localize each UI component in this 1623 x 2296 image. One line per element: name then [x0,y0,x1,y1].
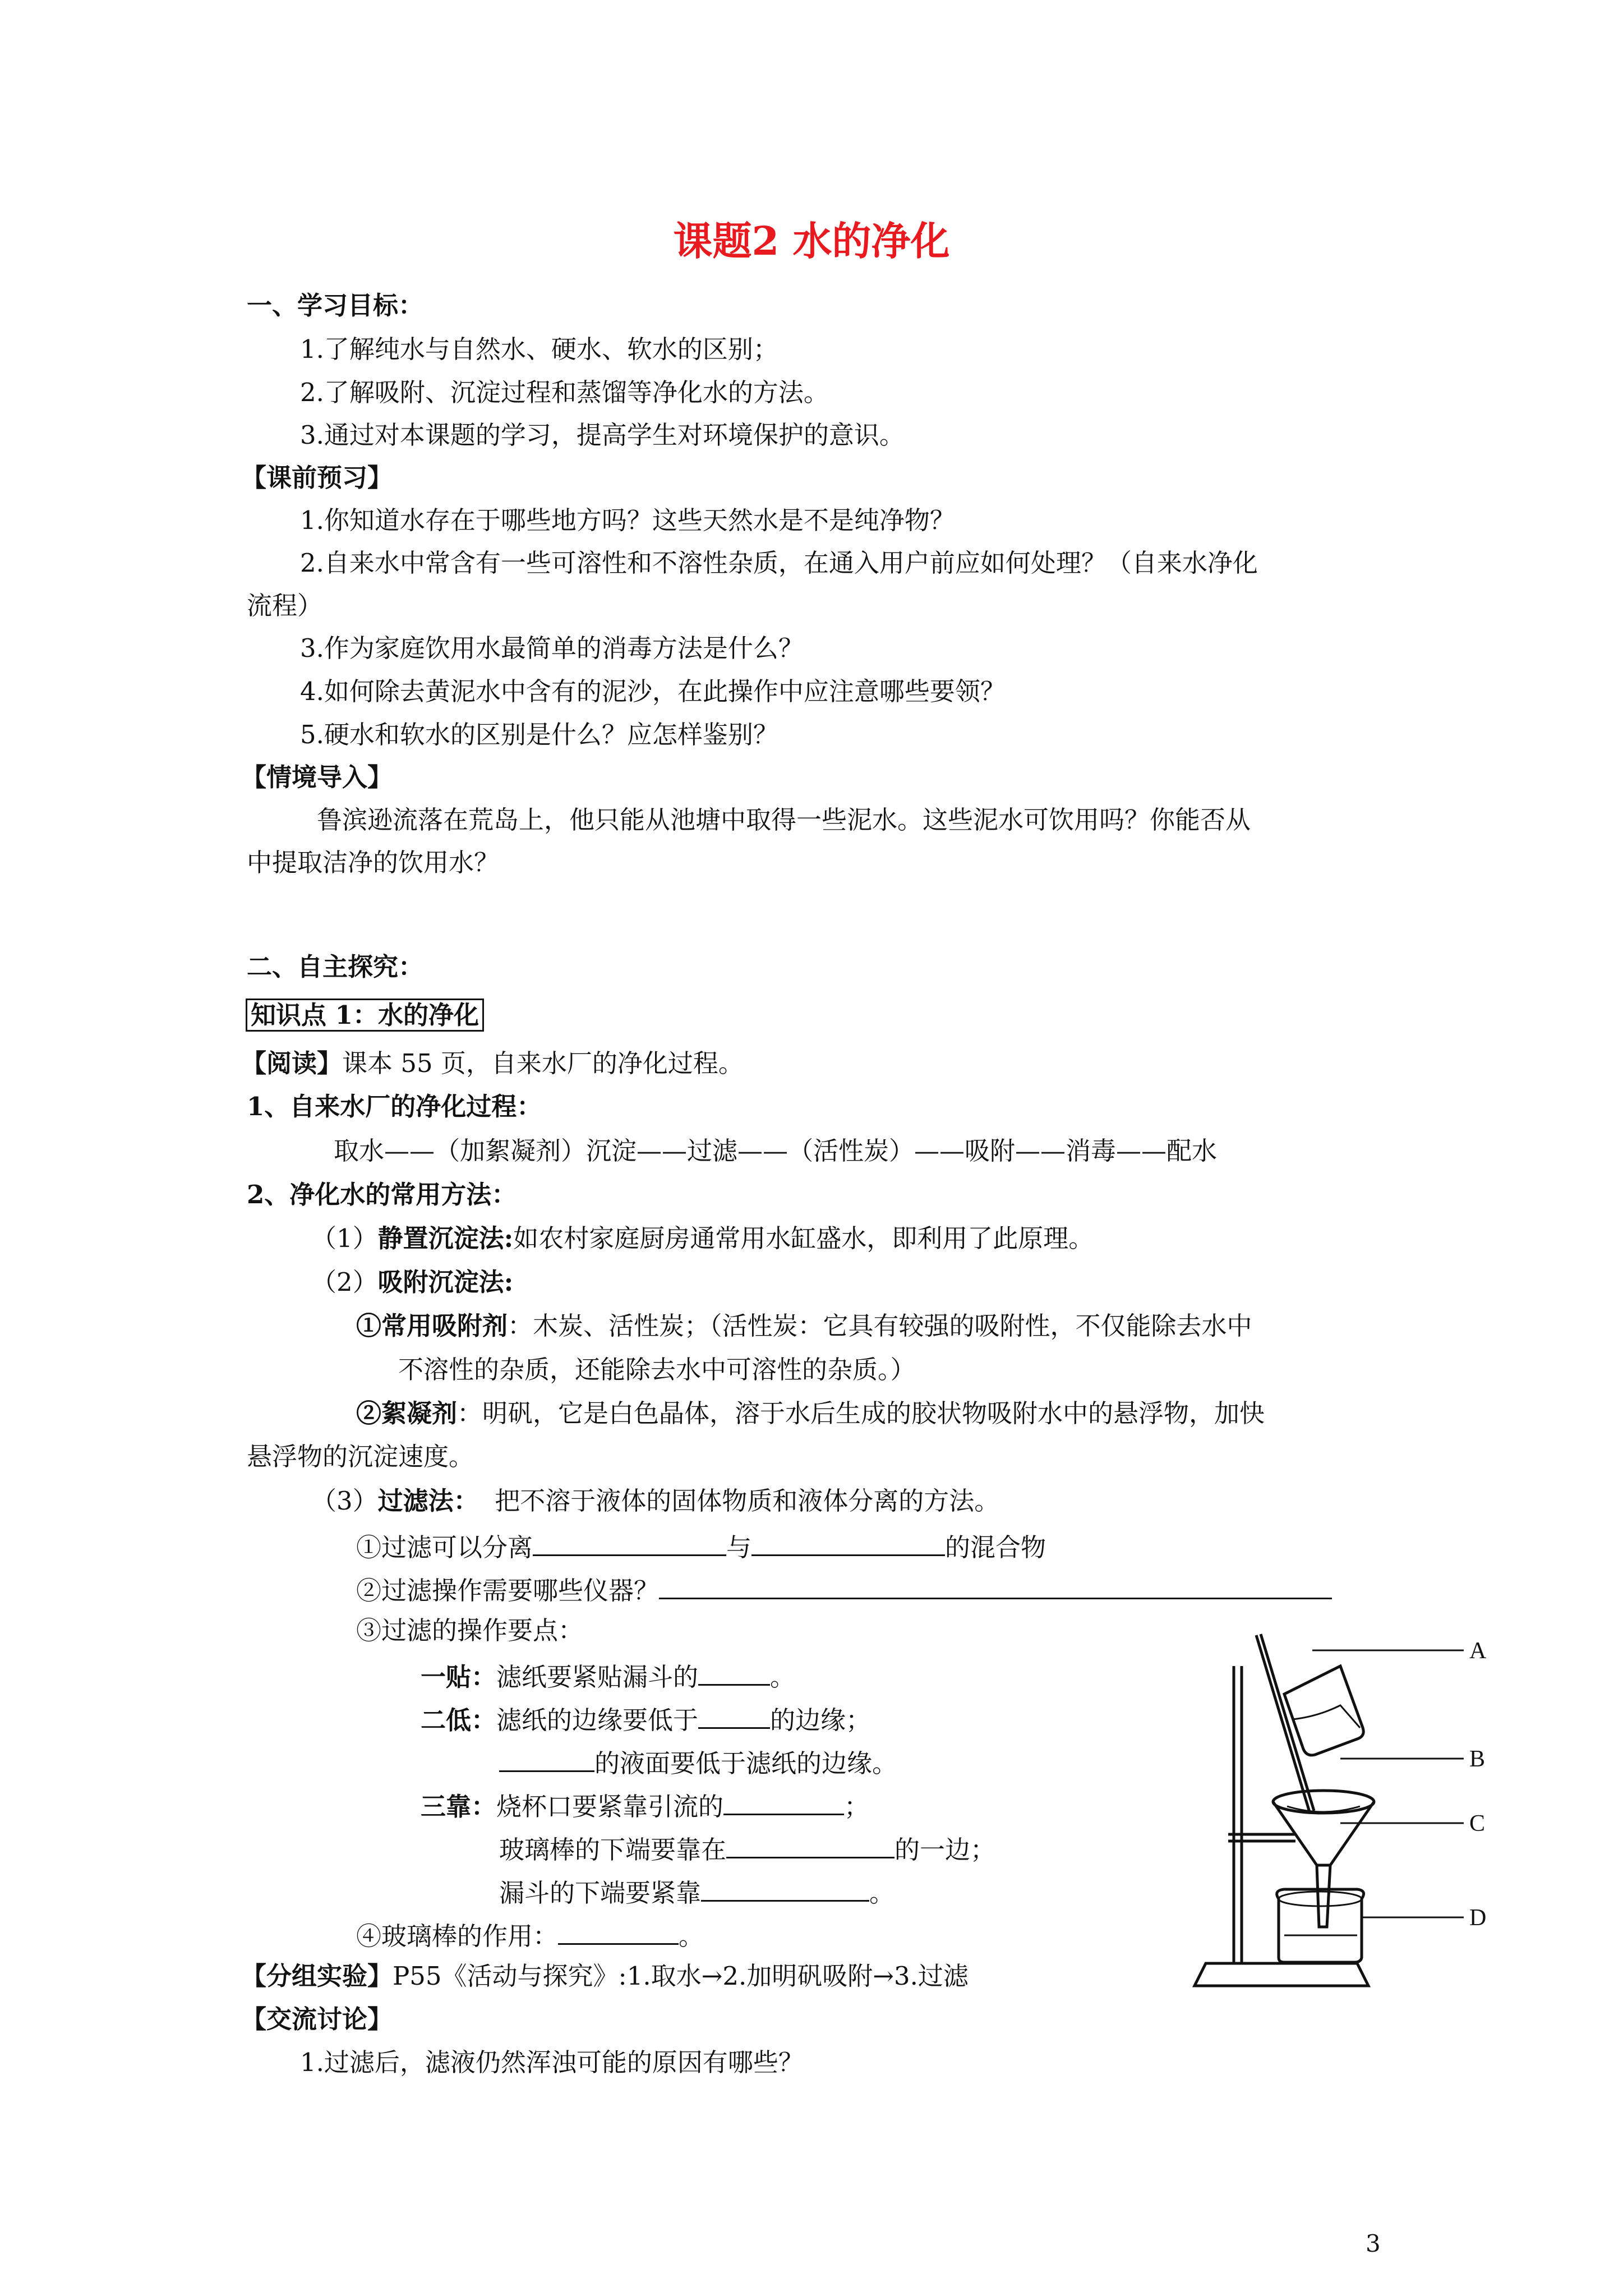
method-3-name: 过滤法： [377,1486,479,1516]
answer-blank[interactable] [698,1657,770,1686]
glass-rod [1256,1635,1310,1812]
preview-q2-line1: 2.自来水中常含有一些可溶性和不溶性杂质，在通入用户前应如何处理？（自来水净化 [300,548,1258,578]
method-3-number: （3） [311,1486,378,1516]
reading-tag: 【阅读】 [241,1048,343,1078]
flocculant-text: ：明矾，它是白色晶体，溶于水后生成的胶状物吸附水中的悬浮物，加快 [457,1398,1265,1428]
experiment-tag: 【分组实验】 [241,1961,393,1991]
method-2-name: 吸附沉淀法: [377,1267,514,1297]
method-1 [311,1222,1094,1255]
purification-flow: 取水——（加絮凝剂）沉淀——过滤——（活性炭）——吸附——消毒——配水 [334,1136,1218,1166]
knowledge-point-box: 知识点 1：水的净化 [246,999,484,1032]
filter-q2: ②过滤操作需要哪些仪器？ [356,1571,1332,1608]
page-title: 课题2 水的净化 [673,218,950,264]
filtration-apparatus-figure [1172,1621,1486,2025]
filter-q1: ①过滤可以分离 与 的混合物 [356,1527,1046,1565]
intro-paragraph-line2: 中提取洁净的饮用水？ [247,848,500,877]
method-2-number: （2） [311,1267,378,1297]
figure-label-a: A [1469,1638,1486,1664]
figure-label-d: D [1469,1905,1486,1931]
section2-heading: 二、自主探究： [247,952,424,982]
page-number: 3 [1366,2230,1381,2257]
flocculant-line1 [356,1397,1265,1430]
two-low-line2: 的液面要低于滤纸的边缘。 [499,1743,897,1780]
preview-q2-line2: 流程） [247,591,323,620]
group-experiment [241,1959,969,1993]
preview-q1: 1.你知道水存在于哪些地方吗？这些天然水是不是纯净物？ [300,505,955,535]
three-lean-line3: 漏斗的下端要紧靠 。 [499,1873,895,1910]
experiment-text: P55《活动与探究》:1.取水→2.加明矾吸附→3.过滤 [393,1961,969,1991]
answer-blank[interactable] [726,1830,895,1858]
reading-text: 课本 55 页，自来水厂的净化过程。 [342,1048,744,1078]
answer-blank[interactable] [558,1916,679,1945]
method-3-text: 把不溶于液体的固体物质和液体分离的方法。 [495,1486,1000,1516]
method-1-text: 如农村家庭厨房通常用水缸盛水，即利用了此原理。 [513,1223,1094,1253]
answer-blank[interactable] [533,1527,726,1556]
answer-blank[interactable] [701,1873,869,1902]
flocculant-label: ②絮凝剂 [356,1398,458,1428]
two-low-line1: 二低：滤纸的边缘要低于 的边缘； [421,1700,871,1737]
three-lean-label: 三靠： [421,1792,497,1821]
answer-blank[interactable] [751,1527,945,1556]
method-1-number: （1） [311,1223,378,1253]
method-1-name: 静置沉淀法: [377,1223,514,1253]
objective-2: 2.了解吸附、沉淀过程和蒸馏等净化水的方法。 [300,378,829,407]
method-3 [311,1484,999,1518]
intro-heading: 【情境导入】 [241,762,393,792]
figure-label-b: B [1469,1746,1486,1772]
preview-q3: 3.作为家庭饮用水最简单的消毒方法是什么？ [300,633,804,663]
glass-rod-role: ④玻璃棒的作用： 。 [356,1916,704,1953]
plant-process-heading: 1、自来水厂的净化过程： [247,1092,542,1121]
methods-heading: 2、净化水的常用方法： [247,1180,517,1209]
answer-blank[interactable] [659,1571,1332,1599]
one-attach: 一贴：滤纸要紧贴漏斗的 。 [421,1657,795,1694]
adsorbent-line1 [356,1309,1252,1343]
three-lean-line2: 玻璃棒的下端要靠在 的一边； [499,1830,995,1867]
stand-base [1195,1963,1368,1986]
two-low-label: 二低： [421,1705,497,1735]
preview-q5: 5.硬水和软水的区别是什么？应怎样鉴别？ [300,720,778,749]
adsorbent-line2: 不溶性的杂质，还能除去水中可溶性的杂质。） [398,1355,916,1384]
answer-blank[interactable] [698,1700,770,1729]
adsorbent-label: ①常用吸附剂 [356,1311,508,1341]
discussion-q1: 1.过滤后，滤液仍然浑浊可能的原因有哪些？ [300,2047,804,2077]
section1-heading: 一、学习目标： [247,291,424,320]
filter-q3: ③过滤的操作要点： [356,1616,584,1645]
pouring-beaker [1284,1666,1363,1755]
answer-blank[interactable] [499,1743,594,1772]
objective-1: 1.了解纯水与自然水、硬水、软水的区别； [300,334,778,364]
method-2 [311,1266,513,1299]
preview-heading: 【课前预习】 [241,463,393,493]
three-lean-line1: 三靠：烧杯口要紧靠引流的 ； [421,1787,869,1824]
figure-label-c: C [1469,1811,1486,1837]
one-attach-label: 一贴： [421,1662,497,1692]
preview-q4: 4.如何除去黄泥水中含有的泥沙，在此操作中应注意哪些要领？ [300,677,1006,706]
reading-line [241,1047,744,1080]
discussion-heading: 【交流讨论】 [241,2004,393,2034]
flocculant-line2: 悬浮物的沉淀速度。 [247,1442,474,1471]
adsorbent-text: ：木炭、活性炭；（活性炭：它具有较强的吸附性，不仅能除去水中 [508,1311,1252,1341]
funnel [1273,1791,1374,1813]
intro-paragraph-line1: 鲁滨逊流落在荒岛上，他只能从池塘中取得一些泥水。这些泥水可饮用吗？你能否从 [317,805,1251,835]
answer-blank[interactable] [723,1787,844,1815]
objective-3: 3.通过对本课题的学习，提高学生对环境保护的意识。 [300,420,905,450]
